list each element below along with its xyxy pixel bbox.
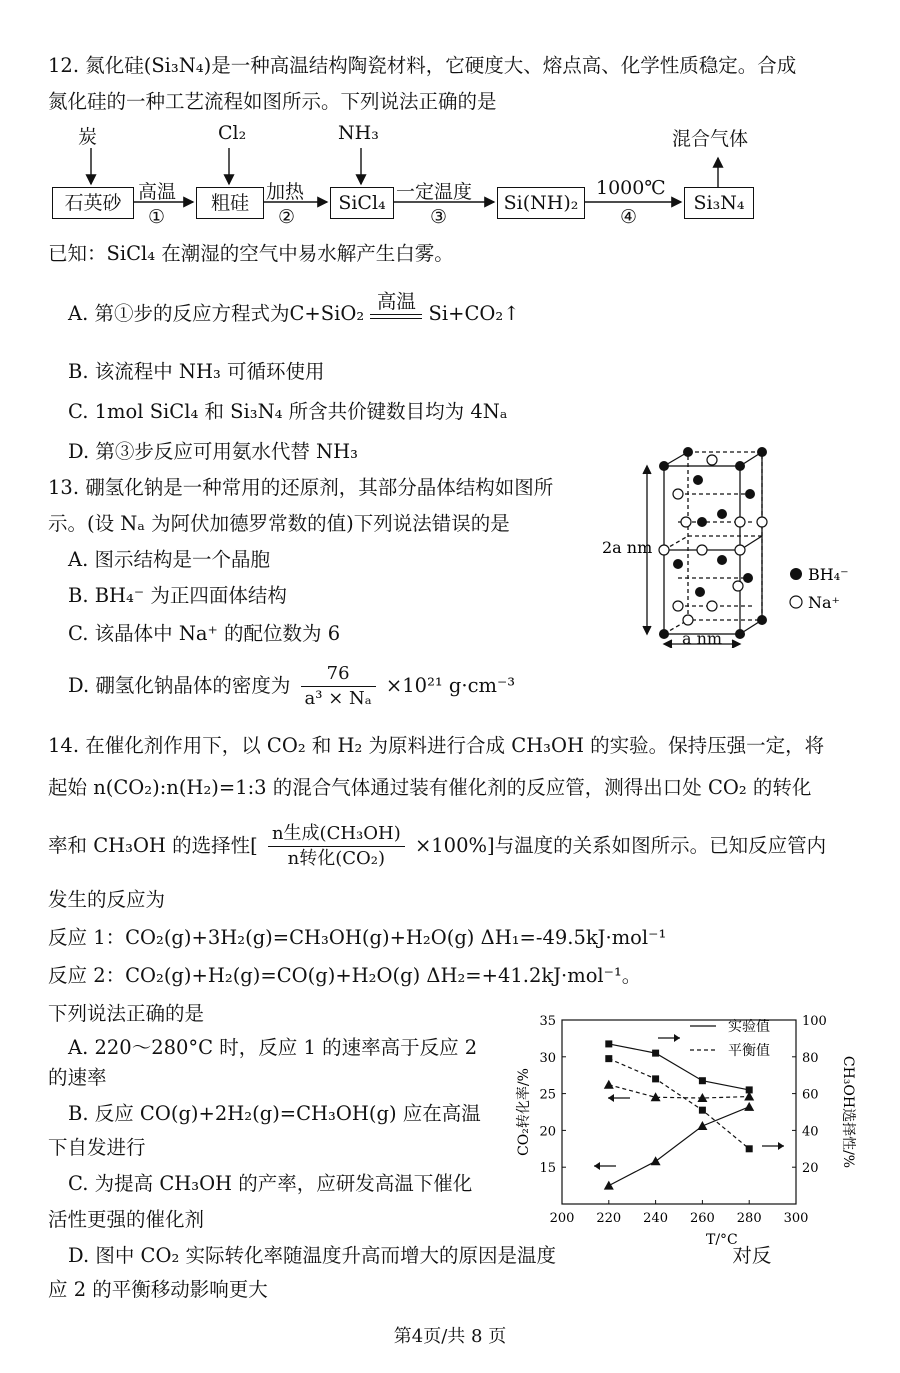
series-3-point (605, 1055, 612, 1062)
x-axis-label: T/°C (706, 1232, 738, 1248)
q12-stem-line2: 氮化硅的一种工艺流程如图所示。下列说法正确的是 (48, 90, 497, 113)
legend-experimental-label: 实验值 (728, 1019, 770, 1035)
series-3-point (746, 1145, 753, 1152)
q13-density-unit: ×10²¹ g·cm⁻³ (385, 674, 516, 697)
q14-reaction1: 反应 1：CO₂(g)+3H₂(g)=CH₃OH(g)+H₂O(g) ΔH₁=-49.5kJ·mol⁻¹ (48, 926, 667, 949)
y-left-tick-label: 15 (539, 1161, 556, 1177)
box-sinh2: Si(NH)₂ (497, 187, 585, 219)
x-tick-label: 300 (783, 1211, 809, 1226)
flow-arrows (0, 0, 900, 240)
q14-option-b-line1: B. 反应 CO(g)+2H₂(g)=CH₃OH(g) 应在高温 (68, 1102, 481, 1125)
axis-direction-arrowhead (674, 1034, 680, 1042)
axis-direction-arrowhead (594, 1162, 600, 1170)
box-si3n4: Si₃N₄ (684, 187, 754, 219)
cond-2: 加热 (266, 181, 305, 203)
output-gas: 混合气体 (672, 128, 749, 150)
input-cl2: Cl₂ (218, 122, 247, 144)
series-3-point (652, 1075, 659, 1082)
q12-option-d: D. 第③步反应可用氨水代替 NH₃ (68, 440, 358, 463)
box-crude-si: 粗硅 (196, 187, 264, 219)
series-1-point (604, 1080, 614, 1089)
axis-direction-arrowhead (608, 1094, 614, 1102)
series-line-1 (609, 1085, 749, 1098)
q14-ask: 下列说法正确的是 (48, 1002, 205, 1025)
q13-density-denominator: a³ × Nₐ (304, 688, 372, 709)
q14-line3-pre: 率和 CH₃OH 的选择性[ (48, 834, 258, 857)
q14-option-b-line2: 下自发进行 (48, 1136, 146, 1159)
q13-option-a: A. 图示结构是一个晶胞 (68, 548, 270, 571)
y-axis-left-label: CO₂转化率/% (516, 1068, 532, 1156)
crystal-height-label: 2a nm (602, 538, 653, 557)
q13-density-fraction (301, 662, 376, 711)
y-left-tick-label: 30 (539, 1050, 556, 1066)
q13-density-numerator: 76 (301, 662, 376, 687)
page-footer: 第4页/共 8 页 (393, 1326, 507, 1347)
q14-option-c-line2: 活性更强的催化剂 (48, 1208, 205, 1231)
legend-na-marker (790, 596, 802, 608)
series-line-0 (609, 1107, 749, 1186)
q13-stem-line1: 13. 硼氢化钠是一种常用的还原剂，其部分晶体结构如图所 (48, 476, 554, 499)
series-0-point (744, 1102, 754, 1111)
step-4: ④ (620, 206, 638, 228)
series-line-3 (609, 1059, 749, 1149)
y-right-tick-label: 40 (802, 1124, 819, 1140)
q14-option-a-line2: 的速率 (48, 1066, 107, 1089)
q14-option-d-text-b: 对反 (732, 1244, 772, 1267)
q12-stem-line1: 12. 氮化硅(Si₃N₄)是一种高温结构陶瓷材料，它硬度大、熔点高、化学性质稳定。合成 (48, 54, 797, 77)
q12-option-a-condition: 高温 (376, 290, 416, 313)
series-2-point (699, 1077, 706, 1084)
series-0-point (697, 1121, 707, 1130)
q14-selectivity-fraction (268, 822, 405, 871)
y-right-tick-label: 60 (802, 1087, 819, 1103)
step-3: ③ (430, 206, 448, 228)
q14-selectivity-numerator: n生成(CH₃OH) (268, 822, 405, 847)
q14-option-d-line2: 应 2 的平衡移动影响更大 (48, 1278, 268, 1301)
input-carbon: 炭 (78, 126, 98, 148)
legend-na-label: Na⁺ (808, 593, 840, 612)
input-nh3: NH₃ (338, 122, 379, 144)
x-tick-label: 220 (596, 1211, 622, 1226)
y-right-tick-label: 80 (802, 1050, 819, 1066)
x-tick-label: 200 (549, 1211, 575, 1226)
x-tick-label: 240 (643, 1211, 669, 1226)
legend-bh4-marker (790, 568, 802, 580)
q12-option-a-rhs: Si+CO₂↑ (428, 302, 520, 325)
q14-stem-line3 (48, 822, 826, 871)
q14-stem-line1: 14. 在催化剂作用下，以 CO₂ 和 H₂ 为原料进行合成 CH₃OH 的实验。保持压强一定，将 (48, 734, 825, 757)
q14-reaction2: 反应 2：CO₂(g)+H₂(g)=CO(g)+H₂O(g) ΔH₂=+41.2kJ·mol⁻¹。 (48, 964, 642, 987)
y-left-tick-label: 20 (539, 1124, 556, 1140)
q12-option-b: B. 该流程中 NH₃ 可循环使用 (68, 360, 325, 383)
step-1: ① (148, 206, 166, 228)
x-tick-label: 280 (736, 1211, 762, 1226)
series-2-point (652, 1050, 659, 1057)
y-right-tick-label: 100 (802, 1014, 827, 1029)
crystal-structure-figure (600, 438, 860, 648)
cond-1: 高温 (138, 181, 177, 203)
box-quartz: 石英砂 (52, 187, 134, 219)
q14-stem-line2: 起始 n(CO₂):n(H₂)=1:3 的混合气体通过装有催化剂的反应管，测得出口处 CO₂ 的转化 (48, 776, 812, 799)
q14-stem-line4: 发生的反应为 (48, 888, 166, 911)
crystal-width-label: a nm (682, 629, 723, 648)
series-0-point (604, 1181, 614, 1190)
q13-stem-line2: 示。(设 Nₐ 为阿伏加德罗常数的值)下列说法错误的是 (48, 512, 510, 535)
q13-option-d (68, 662, 515, 711)
y-left-tick-label: 35 (539, 1014, 556, 1029)
series-3-point (699, 1107, 706, 1114)
q13-option-b: B. BH₄⁻ 为正四面体结构 (68, 584, 287, 607)
axis-direction-arrowhead (778, 1142, 784, 1150)
q14-line3-post: ×100%]与温度的关系如图所示。已知反应管内 (414, 834, 827, 857)
q12-option-c: C. 1mol SiCl₄ 和 Si₃N₄ 所含共价键数目均为 4Nₐ (68, 400, 508, 423)
q14-option-d-text-a: D. 图中 CO₂ 实际转化率随温度升高而增大的原因是温度 (68, 1244, 556, 1267)
co2-conversion-chart (500, 1004, 860, 1254)
q12-option-a-lhs: A. 第①步的反应方程式为C+SiO₂ (68, 302, 365, 325)
q14-selectivity-denominator: n转化(CO₂) (287, 848, 386, 869)
series-0-point (651, 1156, 661, 1165)
y-left-tick-label: 25 (539, 1087, 556, 1103)
legend-equilibrium-label: 平衡值 (728, 1043, 770, 1059)
box-sicl4: SiCl₄ (330, 187, 394, 219)
q13-option-c: C. 该晶体中 Na⁺ 的配位数为 6 (68, 622, 341, 645)
series-2-point (605, 1040, 612, 1047)
y-axis-right-label: CH₃OH选择性/% (840, 1055, 856, 1169)
legend-bh4-label: BH₄⁻ (808, 565, 849, 584)
x-tick-label: 260 (689, 1211, 715, 1226)
q12-known: 已知：SiCl₄ 在潮湿的空气中易水解产生白雾。 (48, 242, 454, 265)
q14-option-a-line1: A. 220～280°C 时，反应 1 的速率高于反应 2 (68, 1036, 478, 1059)
step-2: ② (278, 206, 296, 228)
cond-4: 1000℃ (596, 177, 666, 199)
cond-3: 一定温度 (396, 181, 473, 203)
q12-option-a (68, 290, 520, 328)
series-2-point (746, 1086, 753, 1093)
q13-option-d-text: D. 硼氢化钠晶体的密度为 (68, 674, 291, 697)
q14-option-c-line1: C. 为提高 CH₃OH 的产率，应研发高温下催化 (68, 1172, 473, 1195)
y-right-tick-label: 20 (802, 1161, 819, 1177)
q12-option-a-equals (370, 290, 422, 328)
